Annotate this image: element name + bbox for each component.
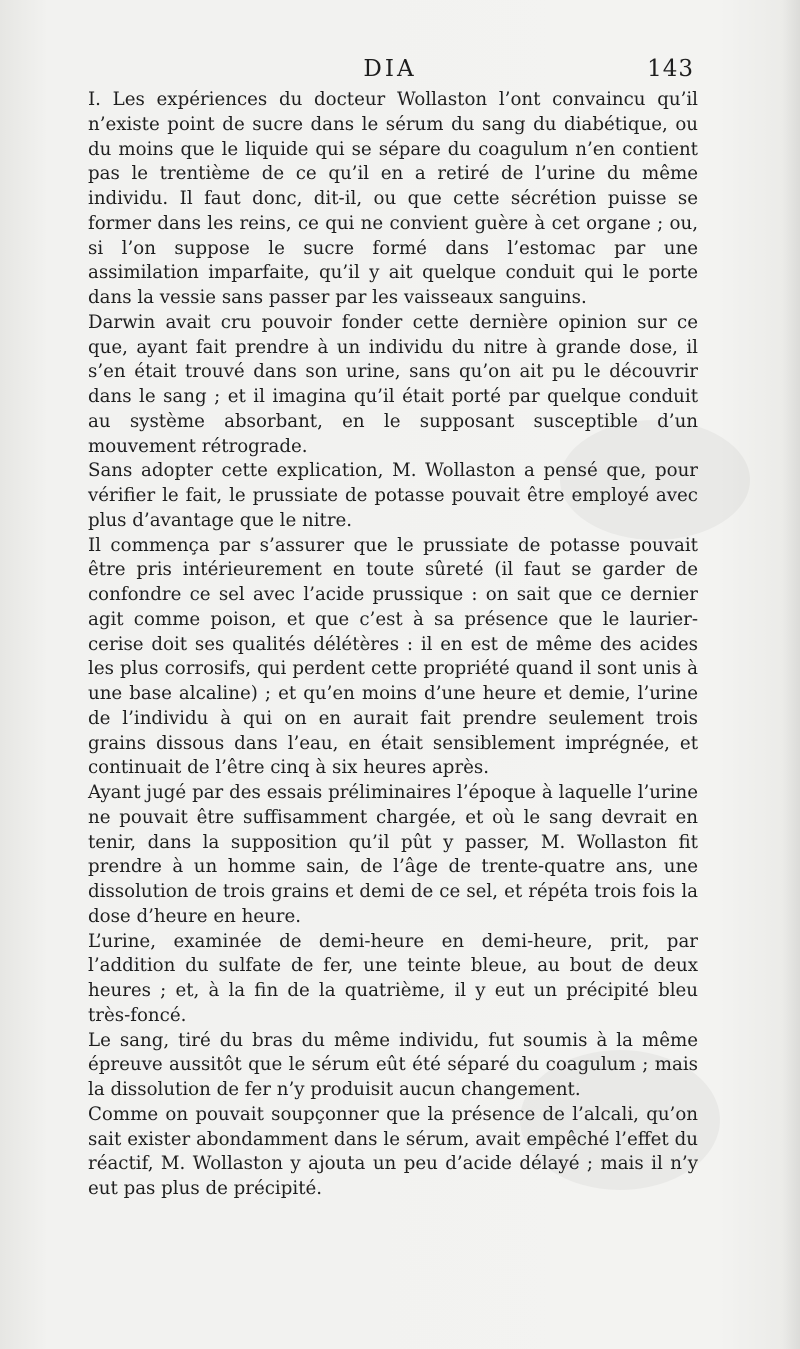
running-head: DIA: [363, 56, 417, 82]
paragraph: I. Les expériences du docteur Wollaston l’ont convaincu qu’il n’existe point de sucre dans le sérum du sang du diabétique, ou du moins que le liquide qui se sépare du coagulum n’en contient pas le trentième de ce qu’il en a retiré de l’urine du même individu. Il faut donc, dit-il, ou que cette sécrétion puisse se former dans les reins, ce qui ne convient guère à cet organe ; ou, si l’on suppose le sucre formé dans l’estomac par une assimilation imparfaite, qu’il y ait quelque conduit qui le porte dans la vessie sans passer par les vaisseaux sanguins.: [88, 89, 698, 308]
page-number: 143: [647, 56, 694, 82]
body-text: [88, 88, 698, 1202]
paragraph: Sans adopter cette explication, M. Wollaston a pensé que, pour vérifier le fait, le prussiate de potasse pouvait être employé avec plus d’avantage que le nitre.: [88, 460, 698, 531]
paragraph: Le sang, tiré du bras du même individu, fut soumis à la même épreuve aussitôt que le sérum eût été séparé du coagulum ; mais la dissolution de fer n’y produisit aucun changement.: [88, 1029, 698, 1100]
page-edge-shadow: [782, 0, 800, 1349]
paragraph: Il commença par s’assurer que le prussiate de potasse pouvait être pris intérieurement en toute sûreté (il faut se garder de confondre ce sel avec l’acide prussique : on sait que ce dernier agit comme poison, et que c’est à sa présence que le laurier-cerise doit ses qualités délétères : il en est de même des acides les plus corrosifs, qui perdent cette propriété quand il sont unis à une base alcaline) ; et qu’en moins d’une heure et demie, l’urine de l’individu à qui on en aurait fait prendre seulement trois grains dissous dans l’eau, en était sensiblement imprégnée, et continuait de l’être cinq à six heures après.: [88, 534, 698, 779]
paragraph: Comme on pouvait soupçonner que la présence de l’alcali, qu’on sait exister abondamment dans le sérum, avait empêché l’effet du réactif, M. Wollaston y ajouta un peu d’acide délayé ; mais il n’y eut pas plus de précipité.: [88, 1103, 698, 1199]
paragraph: L’urine, examinée de demi-heure en demi-heure, prit, par l’addition du sulfate de fer, une teinte bleue, au bout de deux heures ; et, à la fin de la quatrième, il y eut un précipité bleu très-foncé.: [88, 930, 698, 1026]
paragraph: Ayant jugé par des essais préliminaires l’époque à laquelle l’urine ne pouvait être suffisamment chargée, et où le sang devrait en tenir, dans la supposition qu’il pût y passer, M. Wollaston fit prendre à un homme sain, de l’âge de trente-quatre ans, une dissolution de trois grains et demi de ce sel, et répéta trois fois la dose d’heure en heure.: [88, 782, 698, 927]
paragraph: Darwin avait cru pouvoir fonder cette dernière opinion sur ce que, ayant fait prendre à un individu du nitre à grande dose, il s’en était trouvé dans son urine, sans qu’on ait pu le découvrir dans le sang ; et il imagina qu’il était porté par quelque conduit au système absorbant, en le supposant susceptible d’un mouvement rétrograde.: [88, 311, 698, 457]
